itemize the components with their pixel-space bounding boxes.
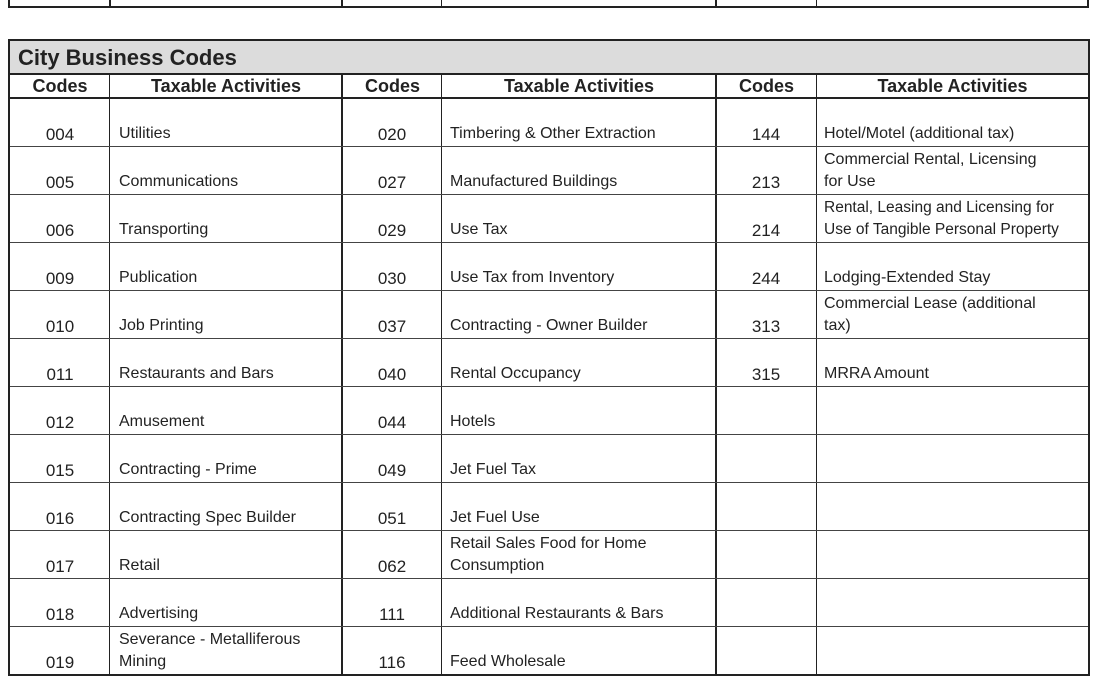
activity-cell: Hotels (450, 413, 496, 430)
header-codes-3: Codes (738, 76, 794, 96)
activity-cell: Restaurants and Bars (119, 365, 274, 382)
code-cell: 313 (751, 317, 781, 336)
activity-cell: Advertising (119, 605, 199, 622)
code-cell: 020 (377, 125, 407, 144)
prev-code-1 (38, 0, 65, 2)
code-cell: 044 (377, 413, 407, 432)
activity-cell: Hotel/Motel (additional tax) (824, 125, 1015, 142)
code-cell: 049 (377, 461, 407, 480)
activity-cell: Feed Wholesale (450, 653, 566, 670)
row-separator (10, 386, 1088, 387)
code-cell: 030 (377, 269, 407, 288)
activity-cell: Transporting (119, 221, 209, 238)
divider (715, 0, 717, 6)
activity-cell: Jet Fuel Tax (450, 461, 536, 478)
code-cell: 116 (378, 653, 406, 672)
code-cell: 040 (377, 365, 407, 384)
activity-cell: Use Tax from Inventory (450, 269, 615, 286)
activity-cell: Publication (119, 269, 198, 286)
previous-table-fragment (8, 0, 1089, 8)
code-cell: 244 (751, 269, 781, 288)
row-separator (10, 482, 1088, 483)
activity-cell: Use of Tangible Personal Property (824, 221, 1059, 238)
activity-cell: Lodging-Extended Stay (824, 269, 991, 286)
divider (341, 0, 343, 6)
row-separator (10, 578, 1088, 579)
row-separator (10, 338, 1088, 339)
code-cell: 015 (45, 461, 75, 480)
activity-cell: Amusement (119, 413, 205, 430)
header-row (10, 75, 1088, 99)
row-separator (10, 290, 1088, 291)
code-cell: 029 (377, 221, 407, 240)
code-cell: 006 (45, 221, 75, 240)
city-business-codes-table (8, 39, 1090, 676)
activity-cell: Timbering & Other Extraction (450, 125, 656, 142)
activity-cell: Utilities (119, 125, 171, 142)
code-cell: 004 (45, 125, 75, 144)
divider (109, 0, 111, 6)
code-cell: 010 (45, 317, 75, 336)
code-cell: 062 (377, 557, 407, 576)
activity-cell: Mining (119, 653, 167, 670)
divider (816, 0, 817, 6)
activity-cell: Severance - Metalliferous (119, 631, 301, 648)
row-separator (10, 146, 1088, 147)
row-separator (10, 242, 1088, 243)
code-cell: 037 (377, 317, 407, 336)
header-codes-1: Codes (32, 76, 88, 96)
col-divider (816, 75, 817, 674)
code-cell: 111 (379, 605, 405, 624)
activity-cell: Rental Occupancy (450, 365, 581, 382)
code-cell: 018 (45, 605, 75, 624)
activity-cell: Commercial Lease (additional (824, 295, 1036, 312)
header-activities-2: Taxable Activities (503, 76, 655, 96)
divider (441, 0, 442, 6)
activity-cell: MRRA Amount (824, 365, 929, 382)
activity-cell: Contracting - Prime (119, 461, 257, 478)
activity-cell: Rental, Leasing and Licensing for (824, 199, 1055, 216)
row-separator (10, 434, 1088, 435)
activity-cell: Consumption (450, 557, 545, 574)
table-title: City Business Codes (18, 45, 237, 70)
row-separator (10, 530, 1088, 531)
prev-code-2 (373, 0, 400, 2)
activity-cell: Retail (119, 557, 160, 574)
code-cell: 051 (377, 509, 407, 528)
prev-activity-2 (451, 0, 537, 2)
header-activities-3: Taxable Activities (877, 76, 1028, 96)
activity-cell: Jet Fuel Use (450, 509, 540, 526)
code-cell: 019 (45, 653, 75, 672)
code-cell: 214 (751, 221, 781, 240)
activity-cell: Use Tax (450, 221, 508, 238)
activity-cell: Contracting - Owner Builder (450, 317, 648, 334)
code-cell: 213 (751, 173, 781, 192)
header-codes-2: Codes (364, 76, 420, 96)
activity-cell: for Use (824, 173, 876, 190)
code-cell: 027 (377, 173, 407, 192)
code-cell: 009 (45, 269, 75, 288)
code-cell: 016 (45, 509, 75, 528)
prev-activity-1 (120, 0, 253, 2)
activity-cell: Manufactured Buildings (450, 173, 618, 190)
code-cell: 012 (45, 413, 75, 432)
code-cell: 005 (45, 173, 75, 192)
table-title-bar (10, 41, 1088, 75)
activity-cell: tax) (824, 317, 851, 334)
code-cell: 315 (751, 365, 781, 384)
code-cell: 144 (751, 125, 781, 144)
activity-cell: Contracting Spec Builder (119, 509, 296, 526)
code-cell: 011 (46, 365, 74, 384)
activity-cell: Additional Restaurants & Bars (450, 605, 664, 622)
row-separator (10, 626, 1088, 627)
code-cell: 017 (45, 557, 75, 576)
activity-cell: Job Printing (119, 317, 204, 334)
row-separator (10, 194, 1088, 195)
header-activities-1: Taxable Activities (150, 76, 302, 96)
activity-cell: Commercial Rental, Licensing (824, 151, 1037, 168)
activity-cell: Retail Sales Food for Home (450, 535, 647, 552)
activity-cell: Communications (119, 173, 239, 190)
